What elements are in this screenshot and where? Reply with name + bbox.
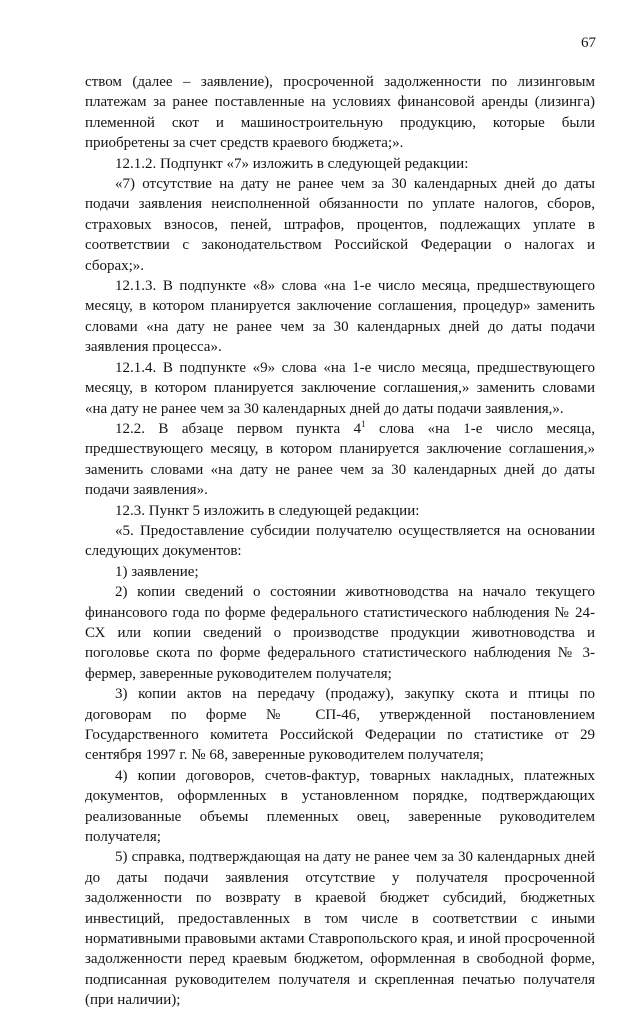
paragraph-item-5-intro: «5. Предоставление субсидии получателю осуществляется на основании следующих документов:	[85, 522, 595, 560]
list-item-5: 5) справка, подтверждающая на дату не ранее чем за 30 календарных дней до даты подачи заявления отсутствие у получателя просроченной задолженности по возврату в краевой бюджет субсидий, бюджетных инвестиций, предоставленных в том числе в соответствии с иными нормативными правовыми актами Ставропольского края, и иной просроченной задолженности перед краевым бюджетом, оформленная в свободной форме, подписанная руководителем получателя и скрепленная печатью получателя (при наличии);	[85, 849, 595, 1009]
paragraph-12-1-2: 12.1.2. Подпункт «7» изложить в следующей редакции:	[115, 155, 469, 172]
paragraph-subitem-7: «7) отсутствие на дату не ранее чем за 30 календарных дней до даты подачи заявления неисполненной обязанности по уплате налогов, сборов, страховых взносов, пеней, штрафов, процентов, подлежащих уплате в соответствии с законодательством Российской Федерации о налогах и сборах;».	[85, 176, 595, 274]
document-body	[85, 72, 595, 1011]
page-number: 67	[581, 35, 596, 51]
list-item-3: 3) копии актов на передачу (продажу), закупку скота и птицы по договорам по форме № СП-46, утвержденной постановлением Государственного комитета Российской Федерации по статистике от 29 сентября 1997 г. № 68, заверенные руководителем получателя;	[85, 686, 595, 764]
paragraph-continuation: ством (далее – заявление), просроченной задолженности по лизинговым платежам за ранее поставленные на условиях финансовой аренды (лизинга) племенной скот и машиностроительную продукцию, которые были приобретены за счет средств краевого бюджета;».	[85, 74, 595, 152]
list-item-4: 4) копии договоров, счетов-фактур, товарных накладных, платежных документов, оформленных в установленном порядке, подтверждающих реализованные объемы племенных овец, заверенные руководителем получателя;	[85, 767, 595, 846]
paragraph-12-2	[85, 419, 595, 501]
paragraph-12-3: 12.3. Пункт 5 изложить в следующей редакции:	[115, 502, 420, 519]
paragraph-12-1-3: 12.1.3. В подпункте «8» слова «на 1-е число месяца, предшествующего месяцу, в котором планируется заключение соглашения, процедур» заменить словами «на дату не ранее чем за 30 календарных дней до даты подачи заявления процесса».	[85, 278, 595, 356]
list-item-2: 2) копии сведений о состоянии животноводства на начало текущего финансового года по форме федерального статистического наблюдения № 24-СХ или копии сведений о производстве продукции животноводства и поголовье скота по форме федерального статистического наблюдения № 3-фермер, заверенные руководителем получателя;	[85, 584, 595, 682]
paragraph-12-2-end: слова «на 1-е число месяца, предшествующего месяцу, в котором планируется заключение соглашения,» заменить словами «на дату не ранее чем за 30 календарных дней до даты подачи заявления».	[85, 420, 595, 499]
paragraph-12-1-4: 12.1.4. В подпункте «9» слова «на 1-е число месяца, предшествующего месяцу, в котором планируется заключение соглашения,» заменить словами «на дату не ранее чем за 30 календарных дней до даты подачи заявления,».	[85, 359, 595, 417]
list-item-1: 1) заявление;	[115, 563, 199, 580]
superscript-index: 1	[361, 418, 366, 429]
paragraph-12-2-start: 12.2. В абзаце первом пункта 4	[115, 420, 362, 437]
